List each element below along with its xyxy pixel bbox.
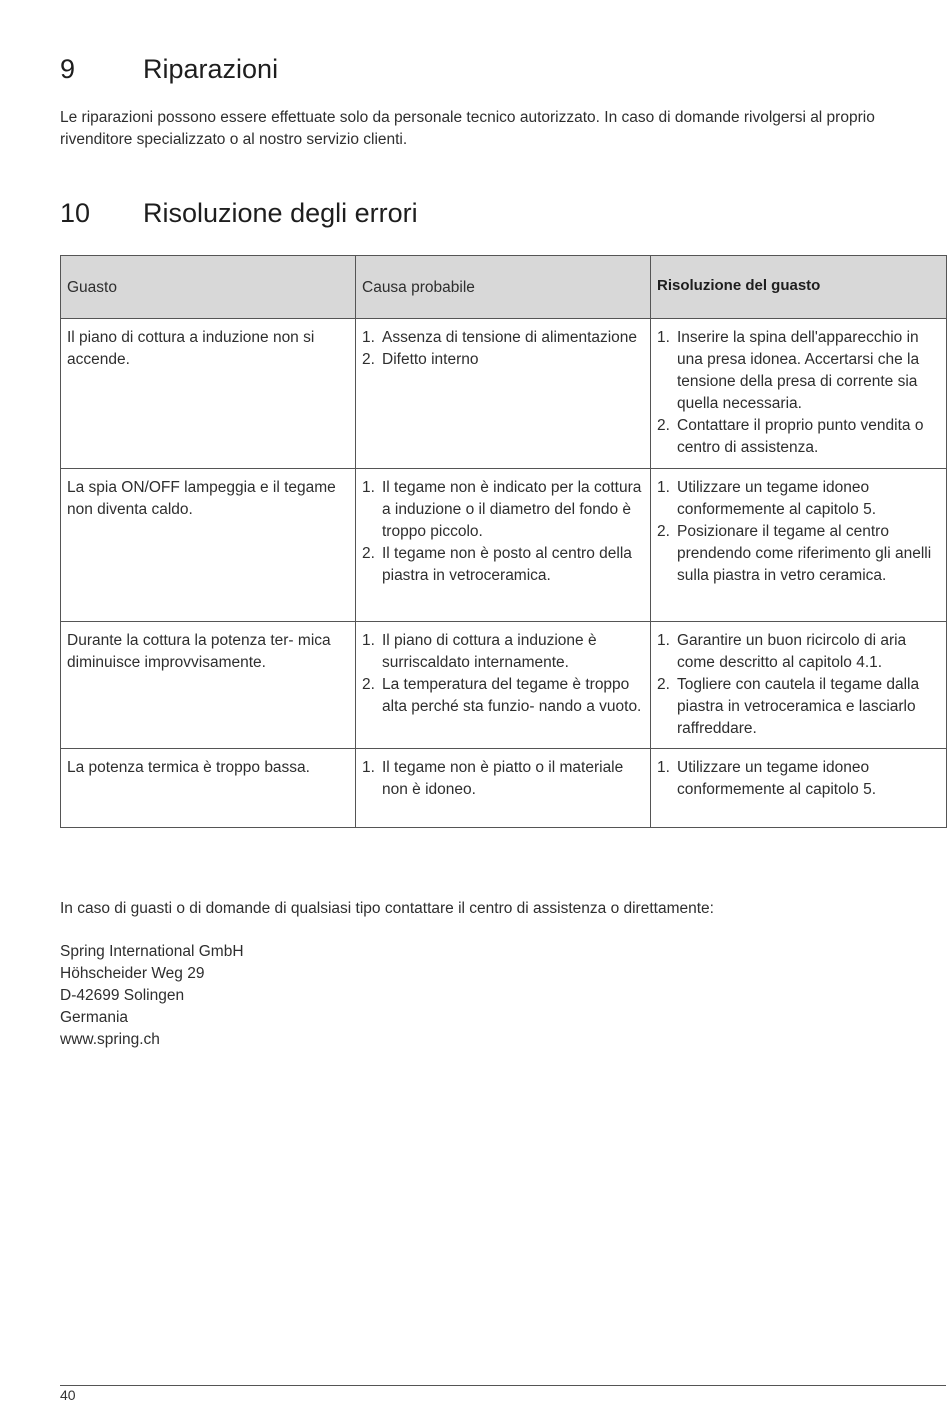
fault-cell: La spia ON/OFF lampeggia e il tegame non diventa caldo. bbox=[61, 469, 356, 622]
item-text: Il tegame non è indicato per la cottura a induzione o il diametro del fondo è troppo piccolo. bbox=[382, 479, 642, 540]
cause-cell bbox=[356, 469, 651, 622]
item-number: 1. bbox=[657, 479, 670, 496]
list-item bbox=[657, 521, 940, 587]
list-item bbox=[657, 477, 940, 521]
item-text: Difetto interno bbox=[382, 351, 479, 368]
page-number: 40 bbox=[60, 1387, 76, 1403]
troubleshooting-table bbox=[60, 255, 947, 828]
list-item bbox=[657, 630, 940, 674]
item-text: Assenza di tensione di alimentazione bbox=[382, 329, 638, 346]
item-text: Il tegame non è piatto o il materiale non è idoneo. bbox=[382, 759, 624, 798]
cause-list bbox=[362, 477, 644, 587]
item-number: 2. bbox=[657, 676, 670, 693]
table-header-row bbox=[61, 256, 947, 319]
table-row bbox=[61, 319, 947, 469]
table-row bbox=[61, 622, 947, 749]
address-block bbox=[60, 941, 244, 1051]
repair-paragraph: Le riparazioni possono essere effettuate solo da personale tecnico autorizzato. In caso di domande rivolgersi al proprio rivenditore specializzato o al nostro servizio clienti. bbox=[60, 109, 875, 148]
item-number: 2. bbox=[362, 545, 375, 562]
item-text: Contattare il proprio punto vendita o centro di assistenza. bbox=[677, 417, 924, 456]
cause-list bbox=[362, 757, 644, 801]
section-number: 10 bbox=[60, 198, 91, 228]
address-street: Höhscheider Weg 29 bbox=[60, 965, 205, 982]
section-10-heading bbox=[60, 198, 418, 229]
header-cause: Causa probabile bbox=[356, 256, 651, 319]
cause-cell bbox=[356, 749, 651, 828]
list-item bbox=[362, 349, 644, 371]
solution-cell bbox=[651, 749, 947, 828]
header-fault: Guasto bbox=[61, 256, 356, 319]
item-number: 1. bbox=[657, 329, 670, 346]
address-city: D-42699 Solingen bbox=[60, 987, 185, 1004]
fault-cell: Durante la cottura la potenza ter- mica diminuisce improvvisamente. bbox=[61, 622, 356, 749]
list-item bbox=[362, 477, 644, 543]
footer-divider bbox=[60, 1385, 946, 1386]
item-number: 1. bbox=[362, 759, 375, 776]
item-text: Togliere con cautela il tegame dalla piastra in vetroceramica e lasciarlo raffreddare. bbox=[677, 676, 920, 737]
item-text: Il piano di cottura a induzione è surriscaldato internamente. bbox=[382, 632, 597, 671]
list-item bbox=[362, 757, 644, 801]
item-number: 1. bbox=[362, 329, 375, 346]
item-number: 2. bbox=[362, 351, 375, 368]
item-text: Utilizzare un tegame idoneo conformemente al capitolo 5. bbox=[677, 479, 877, 518]
item-number: 1. bbox=[657, 759, 670, 776]
item-number: 2. bbox=[362, 676, 375, 693]
item-number: 2. bbox=[657, 417, 670, 434]
solution-list bbox=[657, 477, 940, 587]
solution-cell bbox=[651, 469, 947, 622]
section-title: Risoluzione degli errori bbox=[143, 198, 418, 228]
section-title: Riparazioni bbox=[143, 54, 279, 84]
cause-cell bbox=[356, 319, 651, 469]
solution-cell bbox=[651, 622, 947, 749]
solution-cell bbox=[651, 319, 947, 469]
solution-list bbox=[657, 630, 940, 740]
section-number: 9 bbox=[60, 54, 76, 84]
cause-list bbox=[362, 327, 644, 371]
item-number: 2. bbox=[657, 523, 670, 540]
fault-cell: La potenza termica è troppo bassa. bbox=[61, 749, 356, 828]
solution-list bbox=[657, 327, 940, 459]
list-item bbox=[362, 674, 644, 718]
list-item bbox=[362, 543, 644, 587]
address-country: Germania bbox=[60, 1009, 129, 1026]
item-number: 1. bbox=[362, 479, 375, 496]
list-item bbox=[657, 415, 940, 459]
header-solution: Risoluzione del guasto bbox=[651, 256, 947, 319]
item-number: 1. bbox=[362, 632, 375, 649]
item-text: Garantire un buon ricircolo di aria come descritto al capitolo 4.1. bbox=[677, 632, 907, 671]
cause-cell bbox=[356, 622, 651, 749]
fault-cell: Il piano di cottura a induzione non si accende. bbox=[61, 319, 356, 469]
list-item bbox=[362, 630, 644, 674]
contact-intro: In caso di guasti o di domande di qualsiasi tipo contattare il centro di assistenza o direttamente: bbox=[60, 900, 714, 917]
list-item bbox=[362, 327, 644, 349]
item-text: Il tegame non è posto al centro della piastra in vetroceramica. bbox=[382, 545, 632, 584]
item-text: Inserire la spina dell'apparecchio in una presa idonea. Accertarsi che la tensione della presa di corrente sia quella necessaria. bbox=[677, 329, 920, 412]
item-text: Utilizzare un tegame idoneo conformemente al capitolo 5. bbox=[677, 759, 877, 798]
item-text: La temperatura del tegame è troppo alta perché sta funzio- nando a vuoto. bbox=[382, 676, 642, 715]
item-text: Posizionare il tegame al centro prendendo come riferimento gli anelli sulla piastra in vetro ceramica. bbox=[677, 523, 932, 584]
list-item bbox=[657, 674, 940, 740]
address-website[interactable]: www.spring.ch bbox=[60, 1031, 160, 1048]
address-company: Spring International GmbH bbox=[60, 943, 244, 960]
list-item bbox=[657, 327, 940, 415]
section-9-heading bbox=[60, 54, 278, 85]
cause-list bbox=[362, 630, 644, 718]
table-row bbox=[61, 469, 947, 622]
item-number: 1. bbox=[657, 632, 670, 649]
solution-list bbox=[657, 757, 940, 801]
table-row bbox=[61, 749, 947, 828]
list-item bbox=[657, 757, 940, 801]
